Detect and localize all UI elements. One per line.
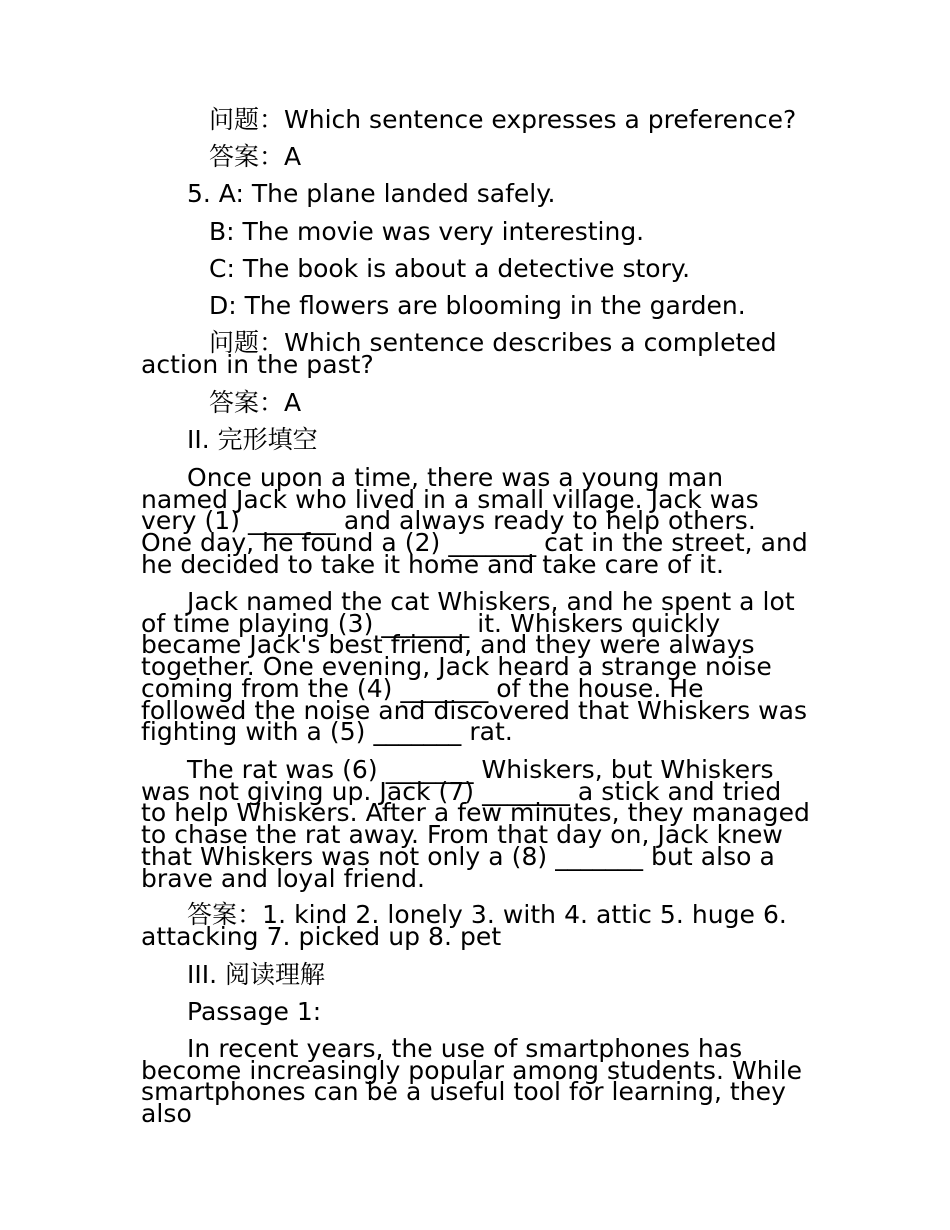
q5-option-c: C: The book is about a detective story. [209,254,691,283]
section-ii-heading: II. 完形填空 [187,425,318,454]
q5-option-d: D: The flowers are blooming in the garden. [209,291,746,320]
q5-option-b: B: The movie was very interesting. [209,217,645,246]
q4-question: 问题：Which sentence expresses a preference? [209,105,797,134]
section-iii-heading: III. 阅读理解 [187,960,326,989]
cloze-answer: 答案：1. kind 2. lonely 3. with 4. attic 5. huge 6. attacking 7. picked up 8. pet [141,900,787,951]
passage-label: Passage 1: [187,997,322,1026]
cloze-paragraph-3: The rat was (6) _______ Whiskers, but Whiskers was not giving up. Jack (7) _______ a stick and tried to help Whiskers. After a few minutes, they managed to chase the rat away. From that day on, Jack knew that Whiskers was not only a (8) _______ but also a brave and loyal friend. [141,755,810,893]
cloze-paragraph-1: Once upon a time, there was a young man named Jack who lived in a small village. Jack was very (1) _______ and always ready to help others. One day, he found a (2) _______ cat in the street, and he decided to take it home and take care of it. [141,463,808,579]
q5-option-a: 5. A: The plane landed safely. [187,179,556,208]
cloze-paragraph-2: Jack named the cat Whiskers, and he spent a lot of time playing (3) _______ it. Whiskers quickly became Jack's best friend, and they were always together. One evening, Jack heard a strange noise coming from the (4) _______ of the house. He followed the noise and discovered that Whiskers was fighting with a (5) _______ rat. [141,587,808,747]
q5-answer: 答案：A [209,388,302,417]
q5-question: 问题：Which sentence describes a completed action in the past? [141,328,777,379]
passage-1-text: In recent years, the use of smartphones has become increasingly popular among students. While smartphones can be a useful tool for learning, they also [141,1034,803,1129]
q4-answer: 答案：A [209,142,302,171]
